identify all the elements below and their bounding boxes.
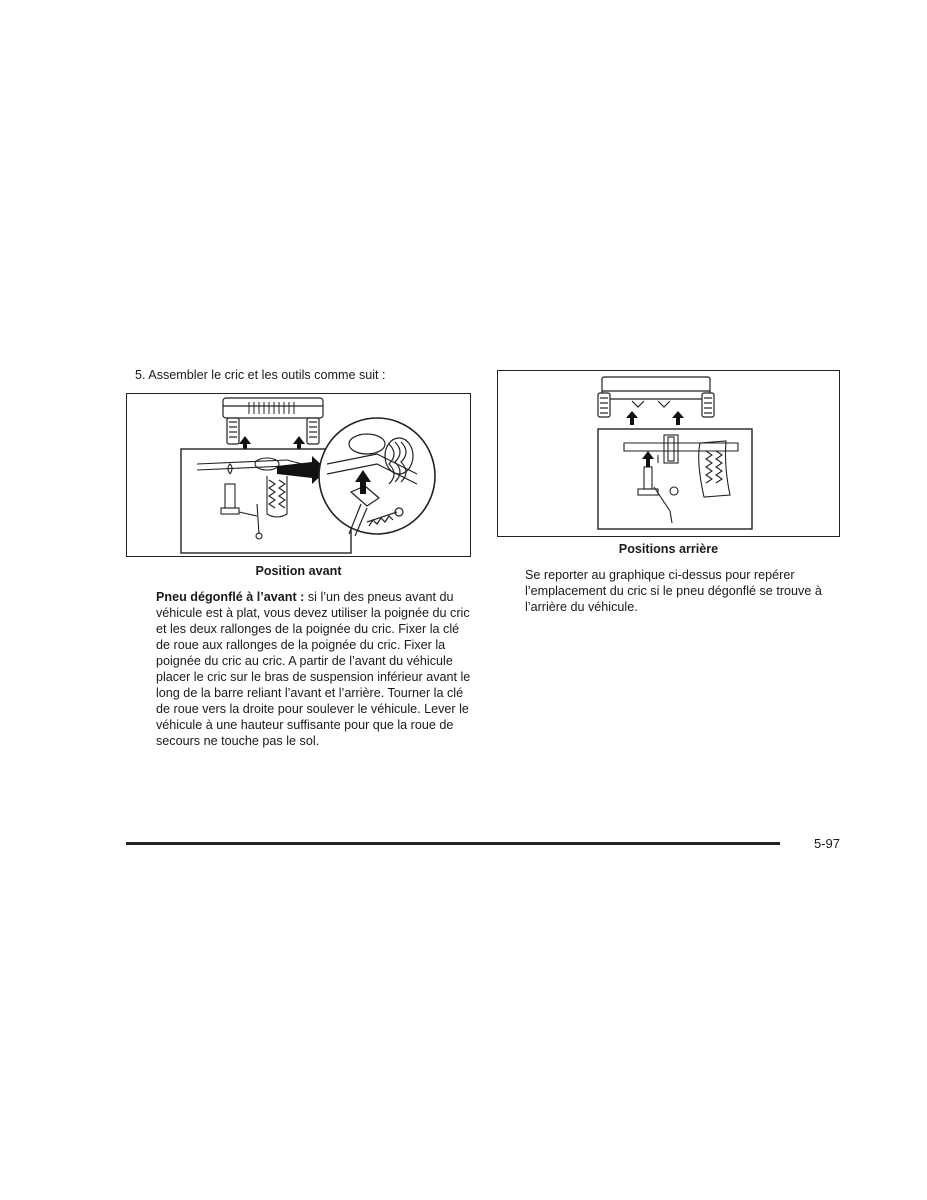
front-flat-tire-heading: Pneu dégonflé à l’avant : [156, 590, 305, 604]
footer-rule [126, 842, 780, 845]
front-flat-tire-body: si l’un des pneus avant du véhicule est à plat, vous devez utiliser la poignée du cric et les deux rallonges de la poignée du cric. Fixer la clé de roue aux rallonges de la poignée du cric. Fixer la poignée du cric au cric. A partir de l’avant du véhicule placer le cric sur le bras de suspension inférieur avant le long de la barre reliant l’avant et l’arrière. Tourner la clé de roue vers la droite pour soulever le véhicule. Lever le véhicule à une hauteur suffisante pour que la roue de secours ne touche pas le sol. [156, 590, 471, 748]
rear-jack-position-figure [497, 370, 840, 537]
rear-jack-illustration [498, 371, 838, 535]
truck-front-view [223, 398, 323, 444]
page-number: 5-97 [813, 836, 840, 851]
inset-frame [598, 429, 752, 529]
truck-rear-view [598, 377, 714, 417]
front-figure-caption: Position avant [255, 564, 342, 578]
rear-figure-caption: Positions arrière [618, 542, 719, 556]
front-jack-illustration [127, 394, 469, 555]
rear-flat-tire-paragraph: Se reporter au graphique ci-dessus pour repérer l’emplacement du cric si le pneu dégonflé se trouve à l’arrière du véhicule. [525, 568, 822, 614]
arrow-up-icon [626, 411, 684, 425]
step-5-instruction: 5. Assembler le cric et les outils comme suit : [135, 368, 386, 382]
front-flat-tire-paragraph [156, 589, 471, 749]
front-jack-position-figure [126, 393, 471, 557]
